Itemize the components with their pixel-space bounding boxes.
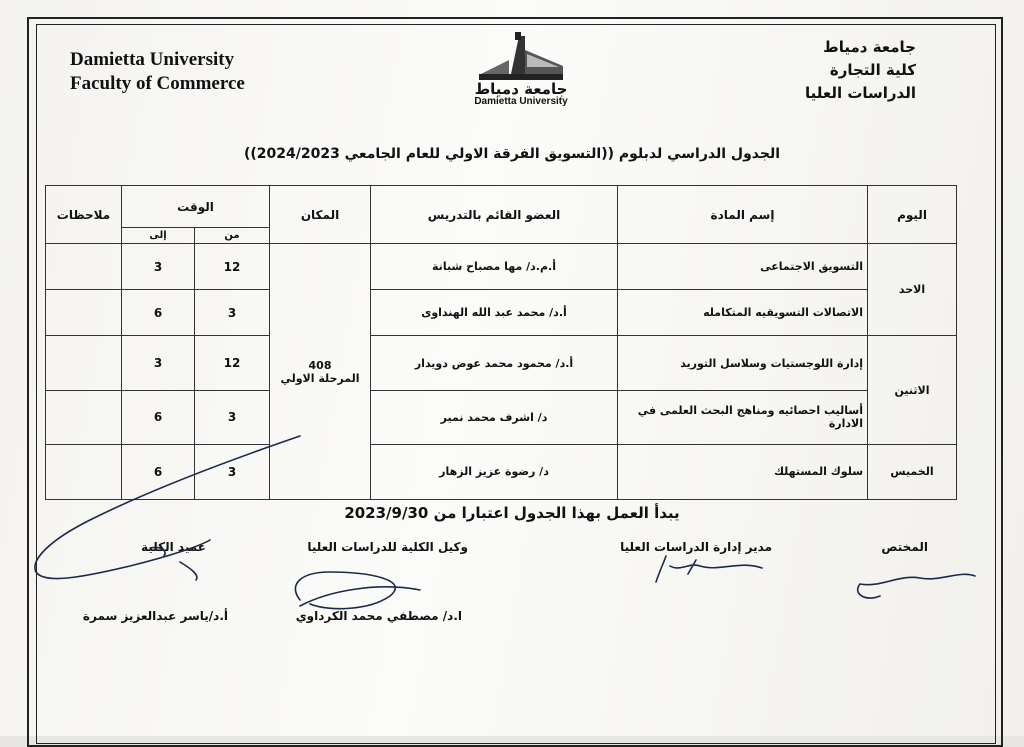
- header-time: الوقت: [122, 186, 270, 228]
- header-day: اليوم: [868, 186, 957, 244]
- notes-cell: [46, 336, 122, 390]
- table-row: [46, 290, 957, 336]
- logo-text-en: Damietta University: [474, 96, 568, 107]
- day-cell: الخميس: [868, 444, 957, 499]
- faculty-name-ar: كلية التجارة: [829, 61, 916, 79]
- time-from-cell: 3: [195, 290, 270, 336]
- header-arabic: [805, 36, 916, 105]
- start-notice: يبدأ العمل بهذا الجدول اعتبارا من 2023/9/30: [344, 504, 680, 522]
- table-row: [46, 336, 957, 390]
- instructor-cell: أ.م.د/ مها مصباح شبانة: [371, 244, 618, 290]
- header-subject: إسم المادة: [618, 186, 868, 244]
- time-to-cell: 3: [122, 244, 195, 290]
- dean-name: أ.د/ياسر عبدالعزيز سمرة: [82, 609, 228, 623]
- vice-dean-name: ا.د/ مصطفي محمد الكرداوي: [295, 609, 462, 623]
- department-name-ar: الدراسات العليا: [804, 84, 916, 102]
- faculty-name-en: Faculty of Commerce: [70, 73, 245, 94]
- notes-cell: [46, 390, 122, 444]
- time-to-cell: 3: [122, 336, 195, 390]
- logo-emblem-icon: [471, 30, 571, 82]
- dean-title: عميد الكلية: [141, 540, 206, 554]
- logo-text-ar: جامعة دمياط: [474, 80, 568, 98]
- header-english: [70, 48, 245, 96]
- university-name-en: Damietta University: [70, 49, 235, 70]
- header-notes: ملاحظات: [46, 186, 122, 244]
- header-instructor: العضو القائم بالتدريس: [371, 186, 618, 244]
- instructor-cell: د/ اشرف محمد نمير: [371, 390, 618, 444]
- header-place: المكان: [270, 186, 371, 244]
- time-from-cell: 3: [195, 390, 270, 444]
- table-header-row: [46, 186, 957, 228]
- header-from: من: [195, 228, 270, 244]
- manager-title: مدير إدارة الدراسات العليا: [620, 540, 772, 554]
- table-row: [46, 244, 957, 290]
- university-logo: [466, 30, 576, 110]
- subject-cell: سلوك المستهلك: [618, 444, 868, 499]
- subject-cell: التسويق الاجتماعى: [618, 244, 868, 290]
- table-row: [46, 444, 957, 499]
- notes-cell: [46, 290, 122, 336]
- day-cell: الاثنين: [868, 336, 957, 444]
- university-name-ar: جامعة دمياط: [823, 38, 916, 56]
- notes-cell: [46, 444, 122, 499]
- vice-dean-title: وكيل الكلية للدراسات العليا: [307, 540, 468, 554]
- time-from-cell: 12: [195, 244, 270, 290]
- table-row: [46, 390, 957, 444]
- day-cell: الاحد: [868, 244, 957, 336]
- time-from-cell: 12: [195, 336, 270, 390]
- instructor-cell: أ.د/ محمد عبد الله الهنداوى: [371, 290, 618, 336]
- time-from-cell: 3: [195, 444, 270, 499]
- place-stage: المرحلة الاولي: [280, 371, 360, 385]
- place-number: 408: [308, 358, 332, 372]
- place-cell: [270, 244, 371, 500]
- time-to-cell: 6: [122, 290, 195, 336]
- instructor-cell: د/ رضوة عزيز الزهار: [371, 444, 618, 499]
- notes-cell: [46, 244, 122, 290]
- time-to-cell: 6: [122, 390, 195, 444]
- specialist-title: المختص: [881, 540, 928, 554]
- header-to: إلى: [122, 228, 195, 244]
- schedule-title: الجدول الدراسي لدبلوم ((التسويق الفرقة الاولي للعام الجامعي 2024/2023)): [243, 146, 781, 162]
- time-to-cell: 6: [122, 444, 195, 499]
- instructor-cell: أ.د/ محمود محمد عوض دويدار: [371, 336, 618, 390]
- schedule-table: [45, 185, 957, 500]
- subject-cell: إدارة اللوجستيات وسلاسل التوريد: [618, 336, 868, 390]
- subject-cell: أساليب احصائيه ومناهج البحث العلمى في الادارة: [618, 390, 868, 444]
- subject-cell: الاتصالات التسويقيه المتكامله: [618, 290, 868, 336]
